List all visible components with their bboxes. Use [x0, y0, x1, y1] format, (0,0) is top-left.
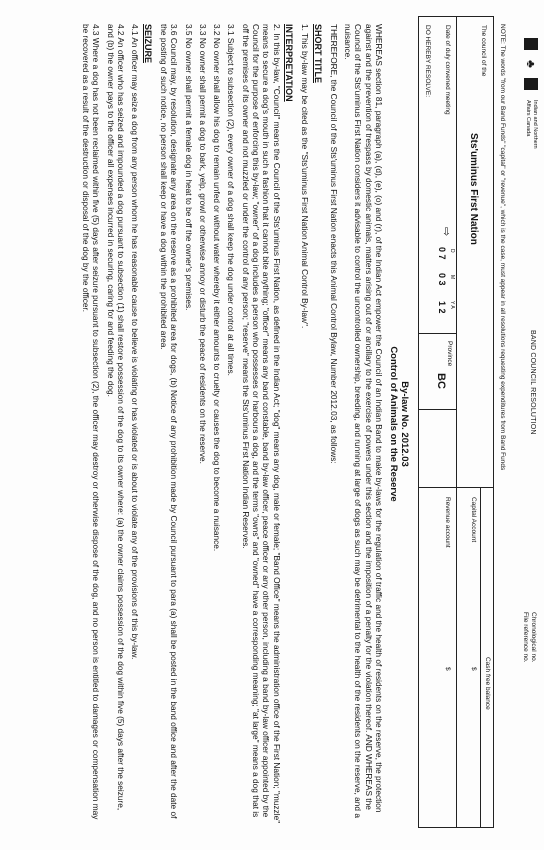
section-3-1: 3.1 Subject to subsection (2), every owner of a dog shall keep the dog under control at all times.	[226, 24, 237, 376]
section-4-1: 4.1 An officer may seize a dog from any person whom he has reasonable cause to believe is violating or has violated or is about to violate any of the provisions of this by-law.	[130, 24, 141, 660]
section-2: 2. In this by-law, "Council" means the Council of the Sts'uminus First Nation, as defined in the Indian Act; "dog" means any dog, male or female; "Band Office" means the administration office of the First Nation; "muzzle" means to secure a dog's mouth in such a fashion that it cannot bite anything; "officer" means any band constable, band by-law officer, peace officer or any other person, including a band by-law officer appointed by the Council for the purpose of enforcing this by-law; "owner" of a dog includes a person who possesses or harbours a dog, and the terms "owns" and "owned" have a corresponding meaning; "at large" means a dog that is off the premises of its owner and not muzzled or under the control of any person; "reserve" means the Sts'uminus First Nation Indian Reserves.	[240, 24, 282, 824]
province-value: BC	[435, 373, 447, 389]
revenue-account-value: $	[444, 667, 451, 671]
section-3-3: 3.3 No owner shall permit a dog to bark, yelp, growl or otherwise annoy or disturb the peace of residents on the reserve.	[197, 24, 208, 464]
council-label: The council of the	[480, 25, 487, 77]
bylaw-title: By-law No. 2012.03	[399, 381, 410, 467]
section-3-6: 3.6 Council may, by resolution, designate any area on the reserve as a prohibited area for dogs, (b) Notice of any prohibition made by Council pursuant to para (a) shall be posted in the band office and after the date of the posting of such notice, no person shall keep or have a dog within the prohibited area.	[158, 24, 180, 819]
section-4-3: 4.3 Where a dog has not been reclaimed within five (5) days after seizure pursuant to subsection (2), the officer may destroy or otherwise dispose of the dog, and no person is entitled to damages or compensation may be recovered as a result of the destruction or disposal of the dog by the officer.	[81, 24, 102, 820]
meeting-day: 0 7	[437, 247, 447, 260]
cash-balance-label: Cash free balance	[484, 657, 491, 710]
short-title-heading: SHORT TITLE	[312, 24, 323, 83]
capital-account-label: Capital Account	[470, 497, 477, 543]
whereas-clause: WHEREAS section 81, paragraph (a), (d), (e), (o) and (r), of the Indian Act empower the Council of an Indian Band to make by-laws for the regulation of traffic and the health of residents on the reserve, the protection against and the prevention of trespass by domestic animals, matters arising out of or ancillary to the exercise of powers under this section and the imposition of a penalty for the violation thereof. AND WHEREAS the Council of the Sts'uminus First Nation considers it advisable to control the uncontrolled ownership, breeding, and running at large of dogs as such may be detrimental to the health of the residents on the reserve, and a nuisance.	[343, 24, 384, 818]
nation-name: Sts'uminus First Nation	[468, 133, 479, 245]
department-name: Indian and Northern Affairs Canada	[525, 100, 538, 149]
bylaw-body	[77, 24, 410, 824]
meeting-year: 1 2	[437, 301, 447, 314]
meeting-date-label: Date of duly convened meeting	[444, 25, 451, 115]
resolution-form-grid: The council of the Sts'uminus First Nation Cash free balance Capital Account $ Date of duly convened meeting ⇨ D 0 7 M 0 3 Y A 1 2 Province BC Revenue account $ DO HEREBY RESOLVE:	[418, 16, 494, 828]
therefore-clause: THEREFORE, the Council of the Sts'uminus First Nation enacts this Animal Control Bylaw, Number 2012.03, as follows:	[328, 24, 339, 464]
form-title: BAND COUNCIL RESOLUTION	[529, 330, 536, 435]
capital-account-value: $	[470, 667, 477, 671]
funding-note: NOTE: The words "from our Band Funds" "capital" or "revenue", which is the case, must appear in all resolutions requesting expenditures from Band Funds	[499, 24, 506, 471]
document-header	[488, 0, 544, 850]
bylaw-subtitle: Control of Animals on the Reserve	[388, 346, 399, 502]
province-label: Province	[446, 341, 453, 367]
seizure-heading: SEIZURE	[142, 24, 153, 64]
section-1: 1. This by-law may be cited as the "Sts'uminus First Nation Animal Control By-law".	[300, 24, 311, 329]
resolve-label: DO HEREBY RESOLVE:	[424, 25, 431, 98]
revenue-account-label: Revenue account	[444, 497, 451, 548]
section-3-5: 3.5 No owner shall permit a female dog in heat to be off the owner's premises.	[183, 24, 194, 311]
section-3-2: 3.2 No owner shall allow his dog to remain unfed or without water whereby it either amounts to cruelty or causes the dog to become a nuisance.	[212, 24, 223, 552]
chronological-number: Chronological no. File reference no.	[522, 612, 537, 663]
canada-flag-logo	[524, 38, 538, 92]
arrow-icon: ⇨	[440, 227, 452, 237]
maple-leaf-icon: ♣	[524, 60, 538, 68]
section-4-2: 4.2 An officer who has seized and impounded a dog pursuant to subsection (1) shall restore possession of the dog to its owner where: (a) the owner claims possession of the dog within five (5) days after the seizure, and (b) the owner pays to the officer all expenses incurred in securing, caring for and feeding the dog.	[105, 24, 127, 811]
meeting-month: 0 3	[437, 273, 447, 286]
interpretation-heading: INTERPRETATION	[283, 24, 294, 102]
